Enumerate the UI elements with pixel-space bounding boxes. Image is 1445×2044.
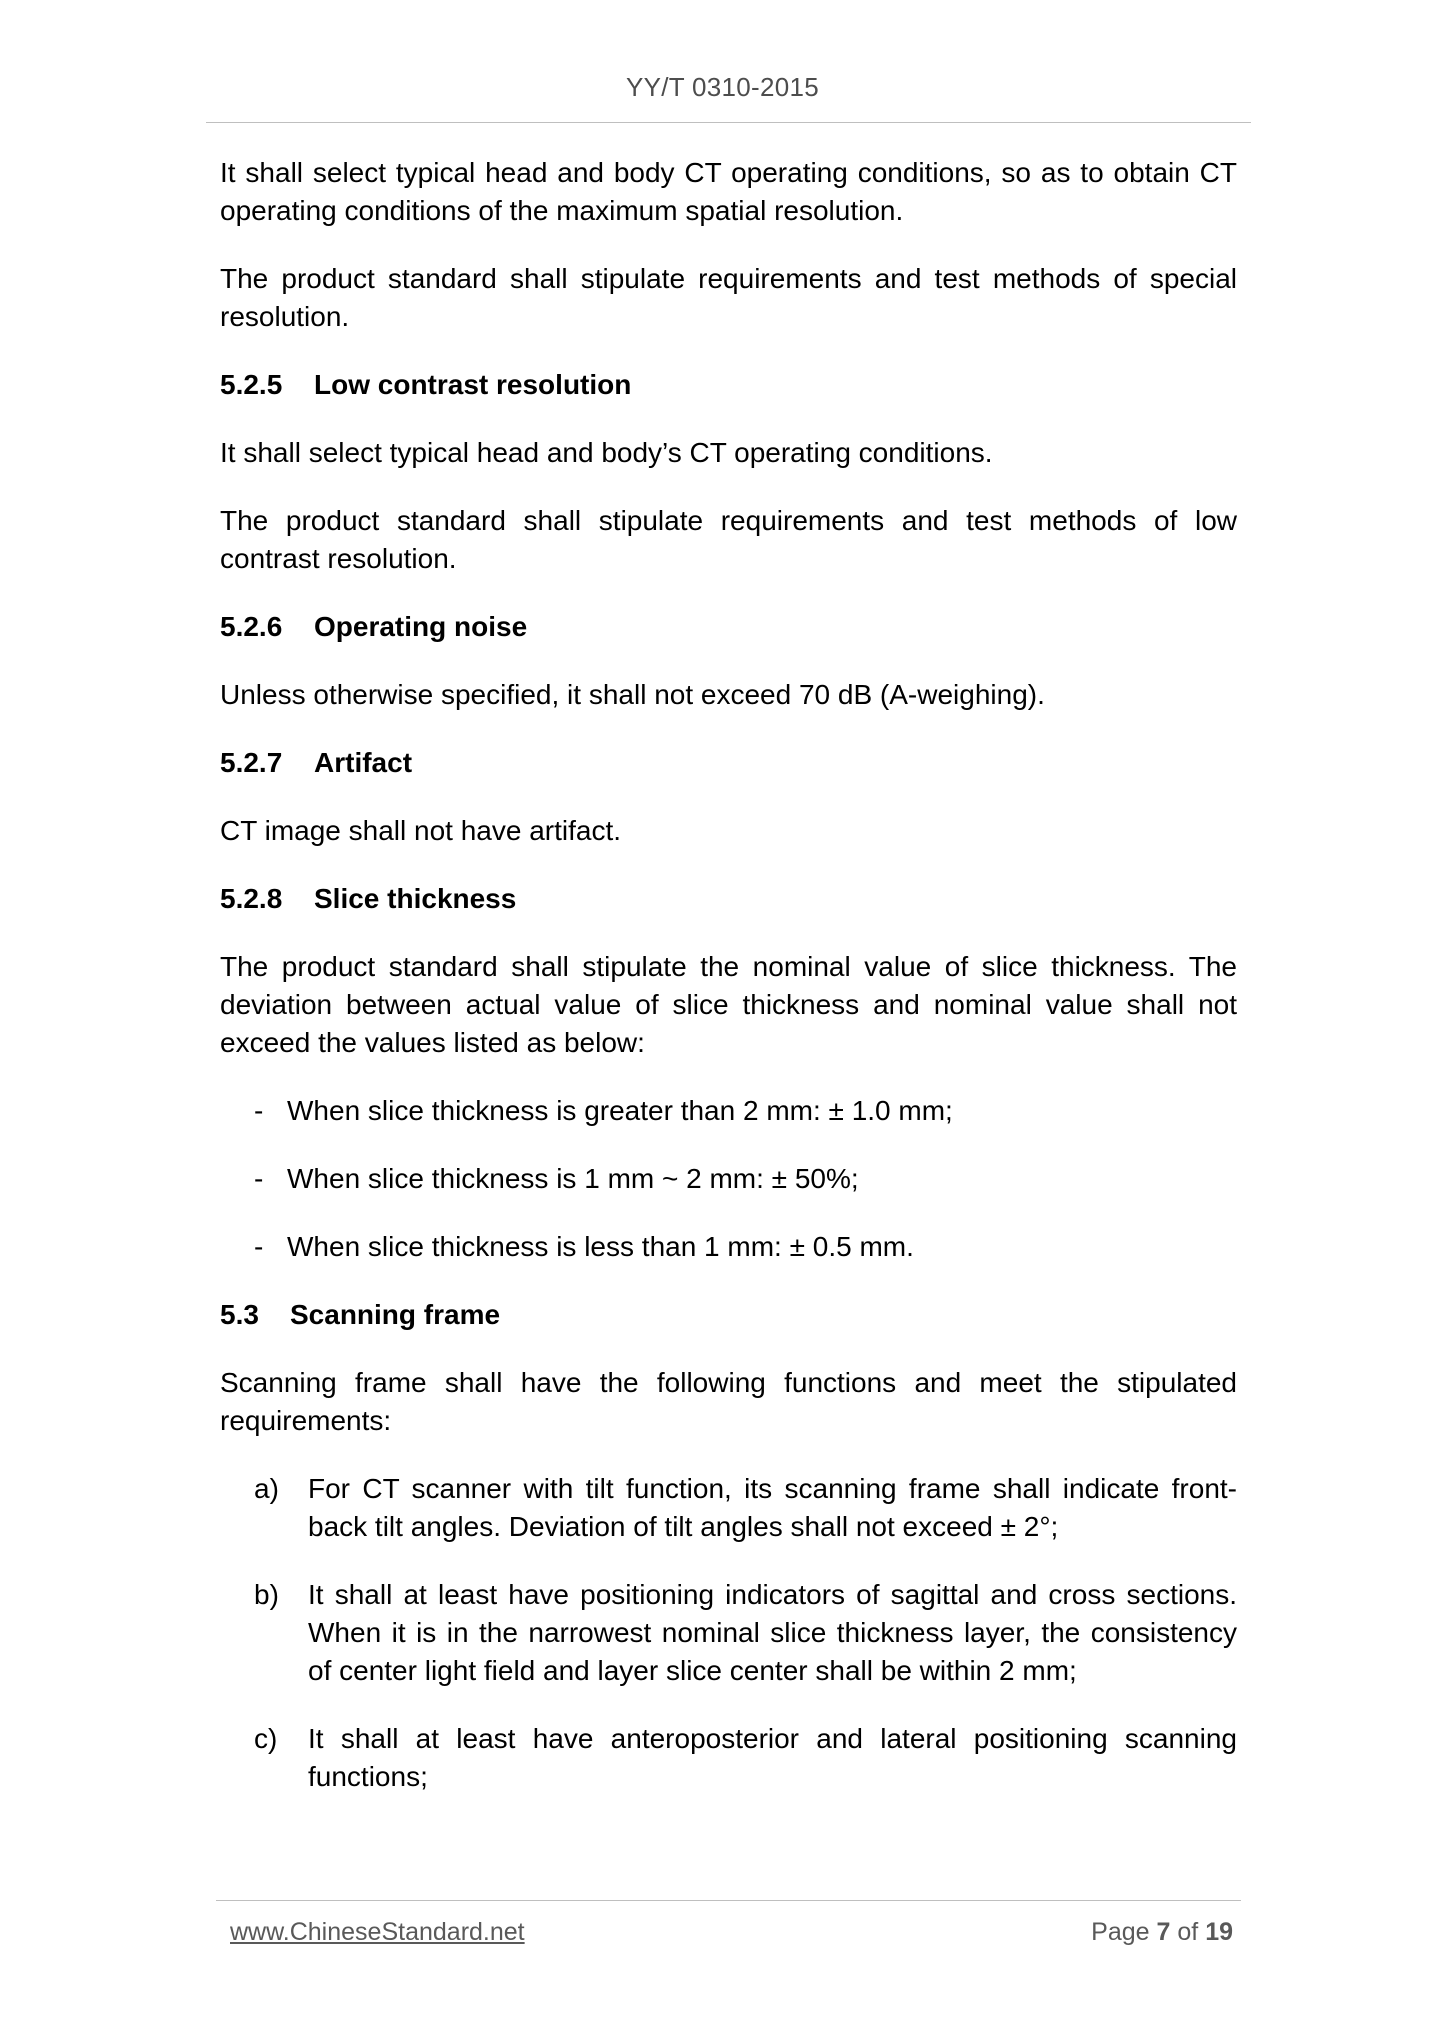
paragraph: The product standard shall stipulate the nominal value of slice thickness. The deviation between actual value of slice thickness and nominal value shall not exceed the values listed as below: [220, 951, 1237, 1058]
section-number: 5.2.6 [220, 611, 283, 642]
list-item [220, 1470, 1237, 1546]
section-title: Scanning frame [290, 1299, 501, 1330]
section-heading-5-2-6 [220, 608, 1237, 646]
paragraph: The product standard shall stipulate requirements and test methods of special resolution. [220, 263, 1237, 332]
paragraph: The product standard shall stipulate requirements and test methods of low contrast resolution. [220, 505, 1237, 574]
section-title: Slice thickness [314, 883, 517, 914]
list-item [220, 1160, 1237, 1198]
document-code-header: YY/T 0310-2015 [625, 72, 820, 102]
section-title: Operating noise [314, 611, 528, 642]
paragraph: It shall select typical head and body’s CT operating conditions. [220, 437, 993, 468]
total-page-count: 19 [1205, 1918, 1233, 1946]
list-item-text: It shall at least have anteroposterior and lateral positioning scanning functions; [308, 1723, 1237, 1792]
list-item-text: For CT scanner with tilt function, its scanning frame shall indicate front-back tilt angles. Deviation of tilt angles shall not exceed ± 2°; [308, 1473, 1237, 1542]
section-title: Low contrast resolution [314, 369, 632, 400]
section-number: 5.2.5 [220, 369, 283, 400]
section-number: 5.2.7 [220, 747, 283, 778]
section-heading-5-2-7 [220, 744, 1237, 782]
current-page-number: 7 [1156, 1918, 1171, 1946]
section-heading-5-2-5 [220, 366, 1237, 404]
list-item [220, 1092, 1237, 1130]
paragraph: Scanning frame shall have the following functions and meet the stipulated requirements: [220, 1367, 1237, 1436]
list-marker: c) [254, 1723, 278, 1754]
page-indicator [1091, 1918, 1233, 1947]
list-marker: b) [254, 1579, 279, 1610]
list-bullet: - [254, 1231, 264, 1262]
page-of-label: of [1177, 1918, 1199, 1946]
section-heading-5-3 [220, 1296, 1237, 1334]
footer-divider [216, 1900, 1241, 1901]
website-link[interactable]: www.ChineseStandard.net [230, 1918, 525, 1946]
paragraph: It shall select typical head and body CT operating conditions, so as to obtain CT operating conditions of the maximum spatial resolution. [220, 157, 1237, 226]
list-item-text: It shall at least have positioning indicators of sagittal and cross sections. When it is in the narrowest nominal slice thickness layer, the consistency of center light field and layer slice center shall be within 2 mm; [308, 1579, 1237, 1686]
list-item-text: When slice thickness is 1 mm ~ 2 mm: ± 50%; [287, 1163, 859, 1194]
list-item [220, 1576, 1237, 1690]
section-title: Artifact [314, 747, 413, 778]
section-heading-5-2-8 [220, 880, 1237, 918]
paragraph: CT image shall not have artifact. [220, 815, 622, 846]
list-item-text: When slice thickness is less than 1 mm: ± 0.5 mm. [287, 1231, 914, 1262]
section-number: 5.3 [220, 1299, 259, 1330]
paragraph: Unless otherwise specified, it shall not exceed 70 dB (A-weighing). [220, 679, 1045, 710]
list-bullet: - [254, 1095, 264, 1126]
document-body [220, 154, 1237, 1826]
list-item [220, 1720, 1237, 1796]
header-divider [206, 122, 1251, 123]
list-bullet: - [254, 1163, 264, 1194]
list-item-text: When slice thickness is greater than 2 mm: ± 1.0 mm; [287, 1095, 953, 1126]
list-item [220, 1228, 1237, 1266]
page-label: Page [1091, 1918, 1150, 1946]
list-marker: a) [254, 1473, 279, 1504]
section-number: 5.2.8 [220, 883, 283, 914]
